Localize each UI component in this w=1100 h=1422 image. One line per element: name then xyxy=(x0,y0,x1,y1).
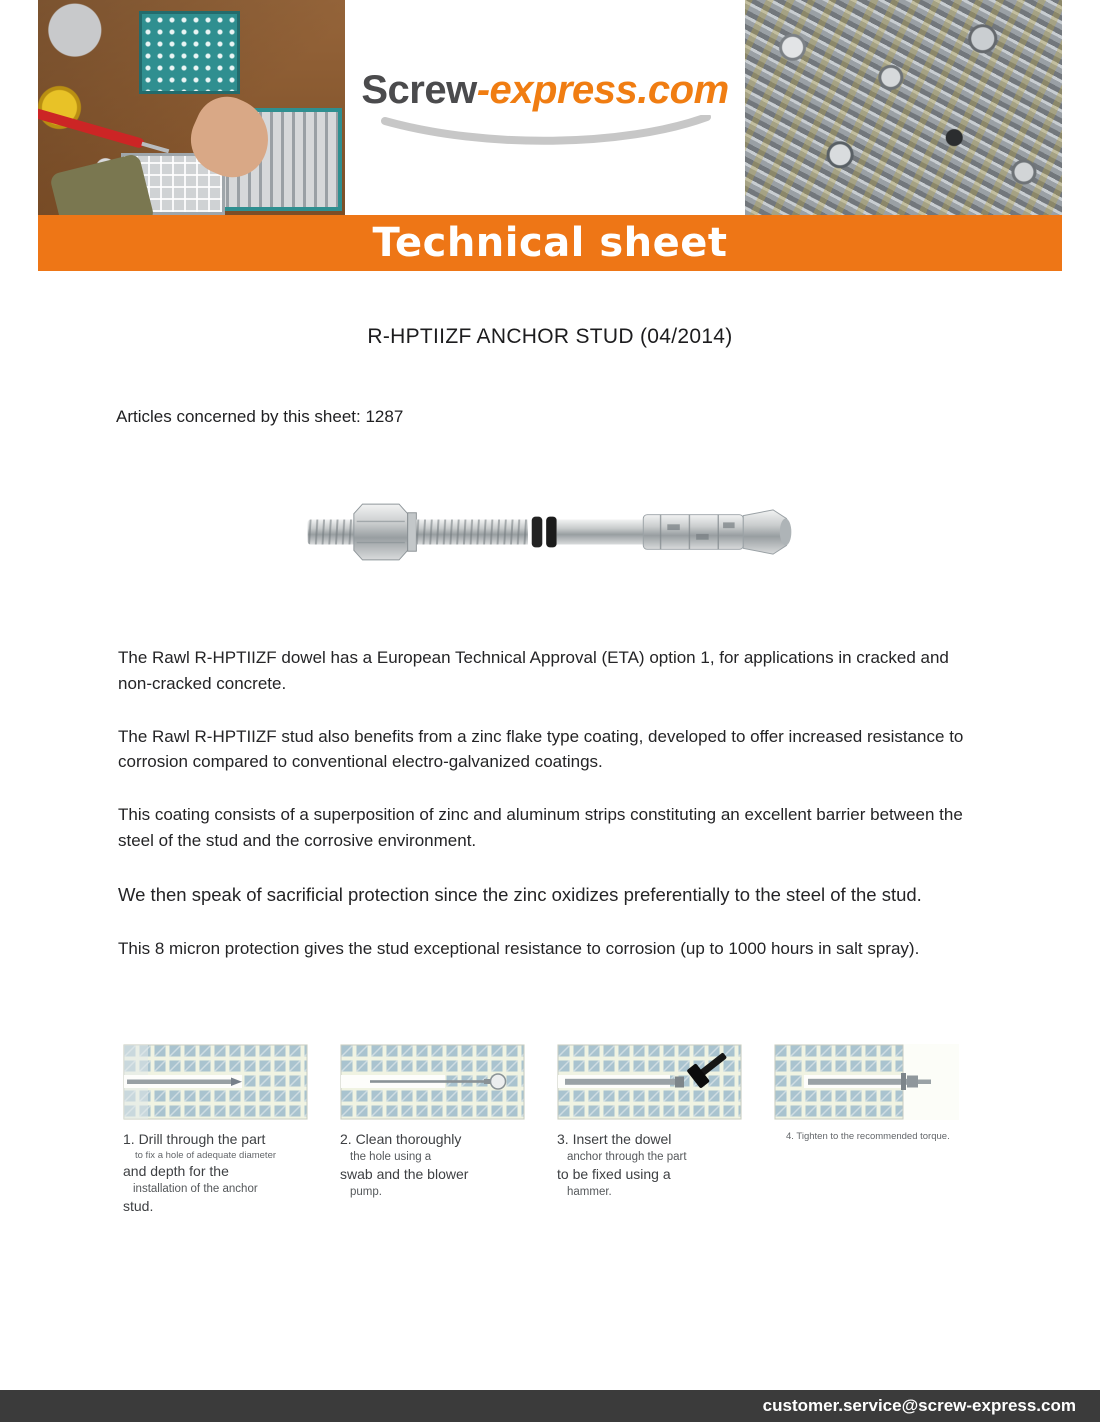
body-text xyxy=(118,645,970,962)
logo-area xyxy=(345,0,745,215)
screws-photo xyxy=(745,0,1062,215)
step-1 xyxy=(123,1044,308,1216)
teal-parts-box xyxy=(139,11,240,94)
articles-line: Articles concerned by this sheet: 1287 xyxy=(116,407,404,426)
step-2-clean-illustration xyxy=(340,1044,525,1120)
step-3-insert-illustration xyxy=(557,1044,742,1120)
screwdriver-shape xyxy=(38,107,145,149)
step-4-tighten-illustration xyxy=(774,1044,959,1120)
step-2 xyxy=(340,1044,525,1216)
step-1-caption: 1. Drill through the part to fix a hole of adequate diameter and depth for the installation of the anchor stud. xyxy=(123,1130,277,1215)
logo-text-screw: Screw xyxy=(361,68,477,112)
anchor-stud-image xyxy=(300,471,800,593)
paragraph-protection: This 8 micron protection gives the stud exceptional resistance to corrosion (up to 1000 hours in salt spray). xyxy=(118,939,920,959)
paragraph-sacrificial: We then speak of sacrificial protection since the zinc oxidizes preferentially to the steel of the stud. xyxy=(118,883,922,905)
paragraph-barrier: This coating consists of a superposition of zinc and aluminum strips constituting an excellent barrier between the steel of the stud and the corrosive environment. xyxy=(118,805,963,851)
footer-bar xyxy=(0,1390,1100,1422)
logo-swoosh xyxy=(375,115,715,147)
step-2-caption: 2. Clean thoroughly the hole using a swab and the blower pump. xyxy=(340,1130,469,1198)
step-4 xyxy=(774,1044,959,1216)
paragraph-coating: The Rawl R-HPTIIZF stud also benefits from a zinc flake type coating, developed to offer increased resistance to corrosion compared to conventional electro-galvanized coatings. xyxy=(118,726,964,772)
step-4-caption: 4. Tighten to the recommended torque. xyxy=(786,1130,950,1142)
step-1-drill-illustration xyxy=(123,1044,308,1120)
sleeve-shape xyxy=(49,153,155,215)
technical-sheet-banner xyxy=(38,215,1062,271)
banner-label: Technical sheet xyxy=(372,220,728,266)
footer-email: customer.service@screw-express.com xyxy=(762,1396,1076,1415)
workbench-photo xyxy=(38,0,345,215)
product-image-wrap xyxy=(0,471,1100,593)
brand-logo xyxy=(361,68,728,113)
paragraph-eta: The Rawl R-HPTIIZF dowel has a European Technical Approval (ETA) option 1, for applications in cracked and non-cracked concrete. xyxy=(118,648,949,693)
step-3-caption: 3. Insert the dowel anchor through the part to be fixed using a hammer. xyxy=(557,1130,687,1198)
logo-text-express: -express.com xyxy=(476,68,729,112)
installation-steps xyxy=(123,1044,1100,1216)
header xyxy=(0,0,1100,215)
step-3 xyxy=(557,1044,742,1216)
page-title: R-HPTIIZF ANCHOR STUD (04/2014) xyxy=(367,325,733,348)
